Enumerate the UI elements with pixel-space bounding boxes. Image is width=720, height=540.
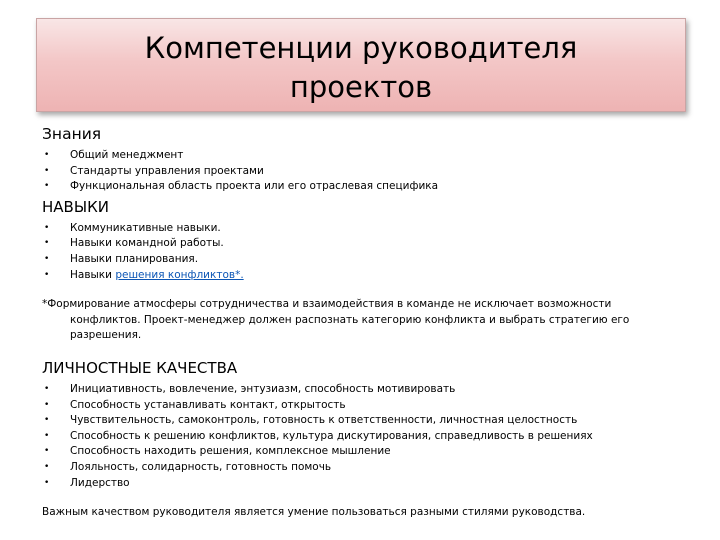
bullet-icon: • — [44, 238, 50, 249]
list-item: • Навыки планирования. — [42, 252, 702, 268]
title-banner — [36, 18, 686, 112]
personal-qualities-heading: ЛИЧНОСТНЫЕ КАЧЕСТВА — [42, 358, 238, 377]
footnote: *Формирование атмосферы сотрудничества и взаимодействия в команде не исключает возможности конфликтов. Проект-менеджер должен распознать категорию конфликта и выбрать стратегию его разрешения. — [42, 298, 630, 342]
list-item: • Навыки решения конфликтов*. — [42, 268, 702, 284]
list-item: • Инициативность, вовлечение, энтузиазм, способность мотивировать — [42, 382, 702, 398]
bullet-icon: • — [44, 415, 50, 426]
footer-text: Важным качеством руководителя является умение пользоваться разными стилями руководства. — [42, 506, 586, 519]
list-item: • Стандарты управления проектами — [42, 164, 702, 180]
list-item: • Способность находить решения, комплексное мышление — [42, 444, 702, 460]
bullet-icon: • — [44, 222, 50, 233]
bullet-icon: • — [44, 446, 50, 457]
skills-heading: НАВЫКИ — [42, 197, 109, 216]
knowledge-heading: Знания — [42, 125, 102, 143]
slide-title-line-2: проектов — [289, 70, 433, 104]
bullet-icon: • — [44, 430, 50, 441]
knowledge-list — [42, 148, 702, 195]
list-item: • Функциональная область проекта или его отраслевая специфика — [42, 179, 702, 195]
bullet-icon: • — [44, 165, 50, 176]
personal-qualities-list — [42, 382, 702, 491]
list-item: • Лидерство — [42, 476, 702, 492]
list-item: • Способность устанавливать контакт, открытость — [42, 398, 702, 414]
list-item: • Лояльность, солидарность, готовность помочь — [42, 460, 702, 476]
list-item: • Чувствительность, самоконтроль, готовность к ответственности, личностная целостность — [42, 413, 702, 429]
list-item: • Навыки командной работы. — [42, 236, 702, 252]
bullet-icon: • — [44, 253, 50, 264]
slide-content — [42, 124, 702, 521]
bullet-icon: • — [44, 383, 50, 394]
skills-list — [42, 221, 702, 283]
bullet-icon: • — [44, 399, 50, 410]
list-item: • Коммуникативные навыки. — [42, 221, 702, 237]
list-item: • Общий менеджмент — [42, 148, 702, 164]
list-item: • Способность к решению конфликтов, культура дискутирования, справедливость в решениях — [42, 429, 702, 445]
bullet-icon: • — [44, 269, 50, 280]
slide-title — [37, 29, 685, 107]
conflict-resolution-link[interactable]: решения конфликтов*. — [115, 268, 244, 281]
slide-title-line-1: Компетенции руководителя — [144, 31, 578, 65]
bullet-icon: • — [44, 150, 50, 160]
bullet-icon: • — [44, 477, 50, 488]
bullet-icon: • — [44, 181, 50, 192]
bullet-icon: • — [44, 461, 50, 472]
